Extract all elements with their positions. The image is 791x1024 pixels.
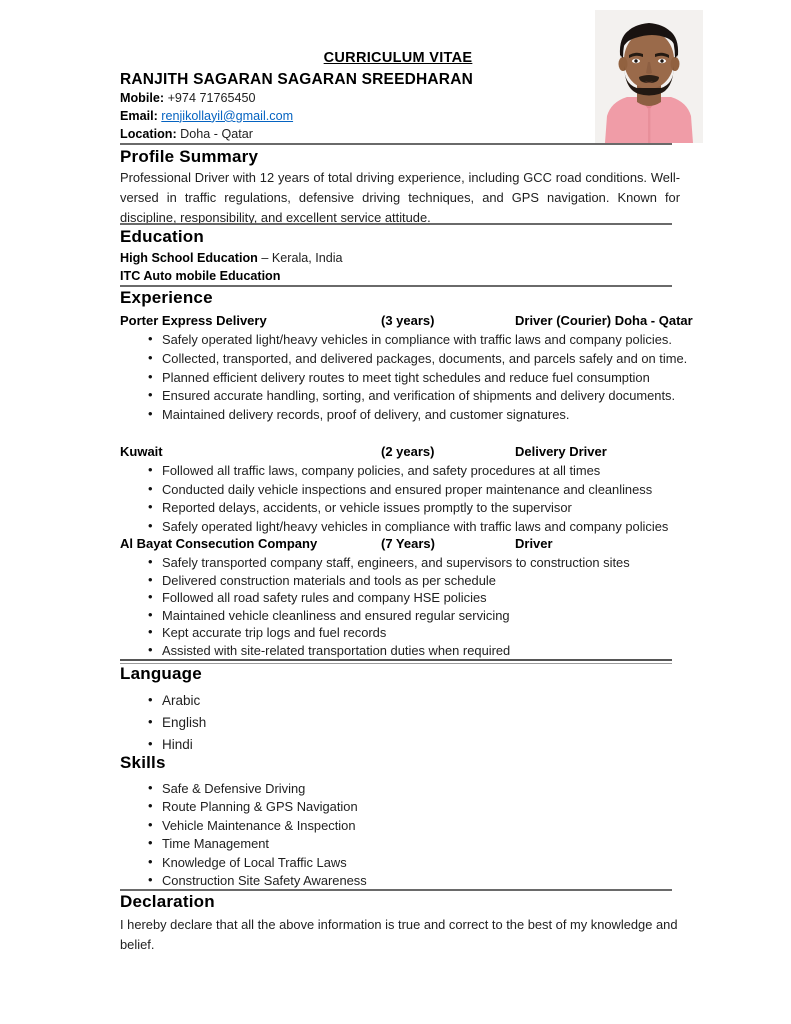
job-bullet: • Assisted with site-related transportation duties when required	[120, 642, 720, 660]
section-divider	[120, 285, 672, 287]
education-heading: Education	[120, 227, 204, 246]
job-company: Porter Express Delivery	[120, 313, 267, 328]
education-item-title: High School Education	[120, 251, 258, 265]
section-divider	[120, 659, 672, 664]
job-bullets-porter	[120, 331, 720, 425]
job-bullet: • Safely operated light/heavy vehicles in compliance with traffic laws and company policies.	[120, 331, 720, 350]
job-bullets-albayat	[120, 554, 720, 660]
job-bullet: • Maintained delivery records, proof of delivery, and customer signatures.	[120, 406, 720, 425]
education-item	[120, 250, 343, 268]
job-bullet: • Planned efficient delivery routes to meet tight schedules and reduce fuel consumption	[120, 369, 720, 388]
education-item-detail: – Kerala, India	[257, 251, 343, 265]
language-item: • Hindi	[120, 734, 720, 756]
job-bullet: • Delivered construction materials and tools as per schedule	[120, 572, 720, 590]
skills-list	[120, 780, 720, 890]
declaration-heading: Declaration	[120, 892, 215, 911]
declaration-text: I hereby declare that all the above information is true and correct to the best of my knowledge and belief.	[120, 917, 678, 952]
section-divider	[120, 223, 672, 225]
language-list	[120, 690, 720, 756]
page-title: CURRICULUM VITAE	[323, 50, 473, 66]
skill-item: • Route Planning & GPS Navigation	[120, 798, 720, 816]
email-label: Email:	[120, 108, 158, 123]
profile-summary-text: Professional Driver with 12 years of total driving experience, including GCC road conditions. Well-versed in traffic regulations, defensive driving techniques, and GPS navigation. Known for discipline, responsibility, and excellent service attitude.	[120, 170, 680, 225]
location-label: Location:	[120, 126, 177, 141]
job-bullet: • Followed all traffic laws, company policies, and safety procedures at all times	[120, 462, 720, 481]
section-divider	[120, 889, 672, 891]
email-link[interactable]: renjikollayil@gmail.com	[161, 108, 294, 123]
job-bullet: • Reported delays, accidents, or vehicle issues promptly to the supervisor	[120, 499, 720, 518]
job-header-porter	[120, 313, 720, 328]
applicant-name: RANJITH SAGARAN SAGARAN SREEDHARAN	[120, 71, 473, 88]
job-company: Kuwait	[120, 444, 163, 459]
skill-item: • Time Management	[120, 835, 720, 853]
language-item: • English	[120, 712, 720, 734]
job-bullet: • Maintained vehicle cleanliness and ensured regular servicing	[120, 607, 720, 625]
job-header-kuwait	[120, 444, 720, 459]
job-bullet: • Ensured accurate handling, sorting, and verification of shipments and delivery documents.	[120, 387, 720, 406]
job-bullet: • Followed all road safety rules and company HSE policies	[120, 589, 720, 607]
job-duration: (2 years)	[381, 444, 435, 459]
contact-location	[120, 126, 293, 144]
experience-heading: Experience	[120, 288, 213, 307]
section-divider	[120, 143, 672, 145]
job-bullet: • Safely transported company staff, engineers, and supervisors to construction sites	[120, 554, 720, 572]
language-item: • Arabic	[120, 690, 720, 712]
education-list	[120, 250, 343, 286]
profile-summary-heading: Profile Summary	[120, 147, 259, 166]
applicant-photo	[595, 10, 703, 143]
job-title: Driver	[515, 536, 553, 551]
contact-mobile	[120, 90, 293, 108]
job-title: Delivery Driver	[515, 444, 607, 459]
skills-heading: Skills	[120, 753, 166, 772]
contact-email	[120, 108, 293, 126]
job-bullet: • Safely operated light/heavy vehicles in compliance with traffic laws and company policies	[120, 518, 720, 537]
skill-item: • Vehicle Maintenance & Inspection	[120, 817, 720, 835]
job-bullet: • Kept accurate trip logs and fuel records	[120, 624, 720, 642]
language-heading: Language	[120, 664, 202, 683]
mobile-value: +974 71765450	[167, 91, 256, 105]
skill-item: • Safe & Defensive Driving	[120, 780, 720, 798]
job-duration: (3 years)	[381, 313, 435, 328]
skill-item: • Knowledge of Local Traffic Laws	[120, 854, 720, 872]
mobile-label: Mobile:	[120, 91, 165, 105]
job-duration: (7 Years)	[381, 536, 435, 551]
skill-item: • Construction Site Safety Awareness	[120, 872, 720, 890]
education-item-title: ITC Auto mobile Education	[120, 268, 281, 283]
job-bullet: • Collected, transported, and delivered packages, documents, and parcels safely and on time.	[120, 350, 720, 369]
job-header-albayat	[120, 536, 720, 551]
location-value: Doha - Qatar	[180, 126, 253, 141]
job-bullets-kuwait	[120, 462, 720, 536]
job-bullet: • Conducted daily vehicle inspections and ensured proper maintenance and cleanliness	[120, 481, 720, 500]
job-title: Driver (Courier) Doha - Qatar	[515, 313, 693, 328]
education-item	[120, 268, 343, 286]
job-company: Al Bayat Consecution Company	[120, 536, 318, 551]
contact-block	[120, 90, 293, 143]
